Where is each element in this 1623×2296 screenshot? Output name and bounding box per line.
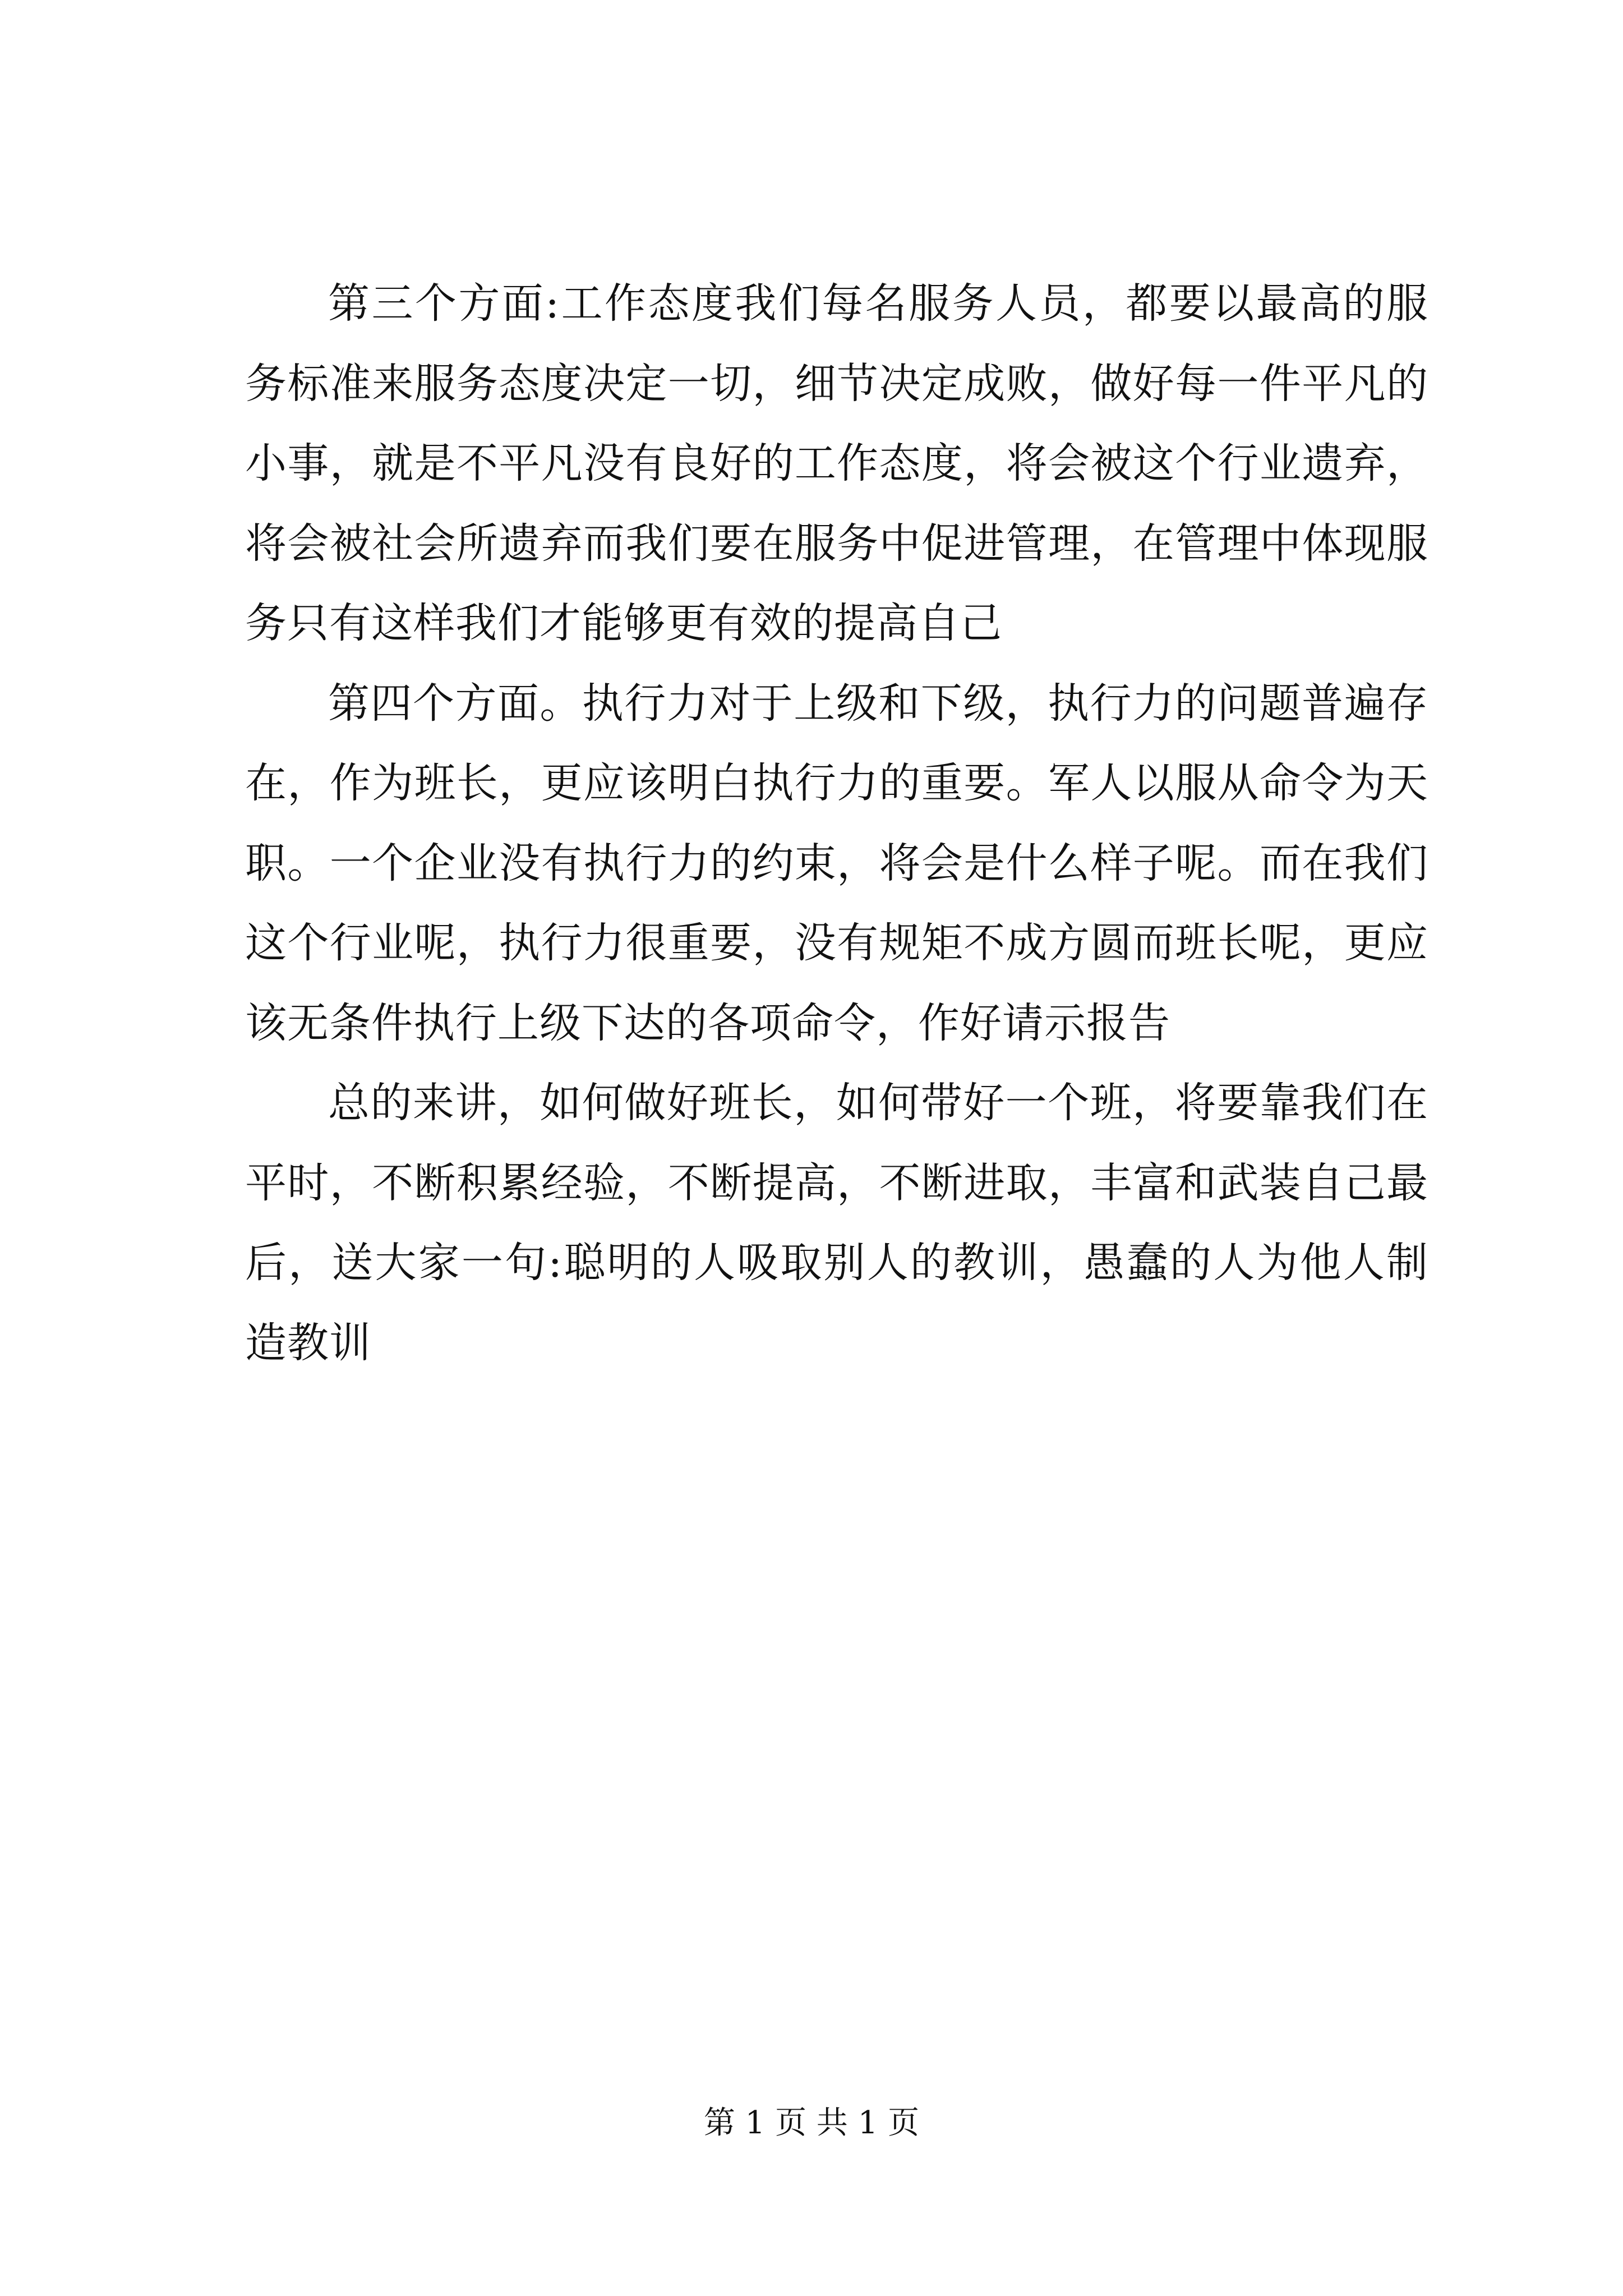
paragraph-aspect-four: 第四个方面。执行力对于上级和下级，执行力的问题普遍存在，作为班长，更应该明白执行力的重要。军人以服从命令为天职。一个企业没有执行力的约束，将会是什么样子呢。而在我们这个行业呢，执行力很重要，没有规矩不成方圆而班长呢，更应该无条件执行上级下达的各项命令，作好请示报告 xyxy=(245,679,1428,1047)
paragraph-aspect-three: 第三个方面:工作态度我们每名服务人员，都要以最高的服务标准来服务态度决定一切，细节决定成败，做好每一件平凡的小事，就是不平凡没有良好的工作态度，将会被这个行业遗弃，将会被社会所遗弃而我们要在服务中促进管理，在管理中体现服务只有这样我们才能够更有效的提高自己 xyxy=(245,279,1428,647)
document-body xyxy=(245,264,1428,1383)
paragraph-summary: 总的来讲，如何做好班长，如何带好一个班，将要靠我们在平时，不断积累经验，不断提高，不断进取，丰富和武装自己最后，送大家一句:聪明的人吸取别人的教训，愚蠢的人为他人制造教训 xyxy=(245,1079,1428,1367)
page-footer: 第 1 页 共 1 页 xyxy=(703,2105,920,2141)
